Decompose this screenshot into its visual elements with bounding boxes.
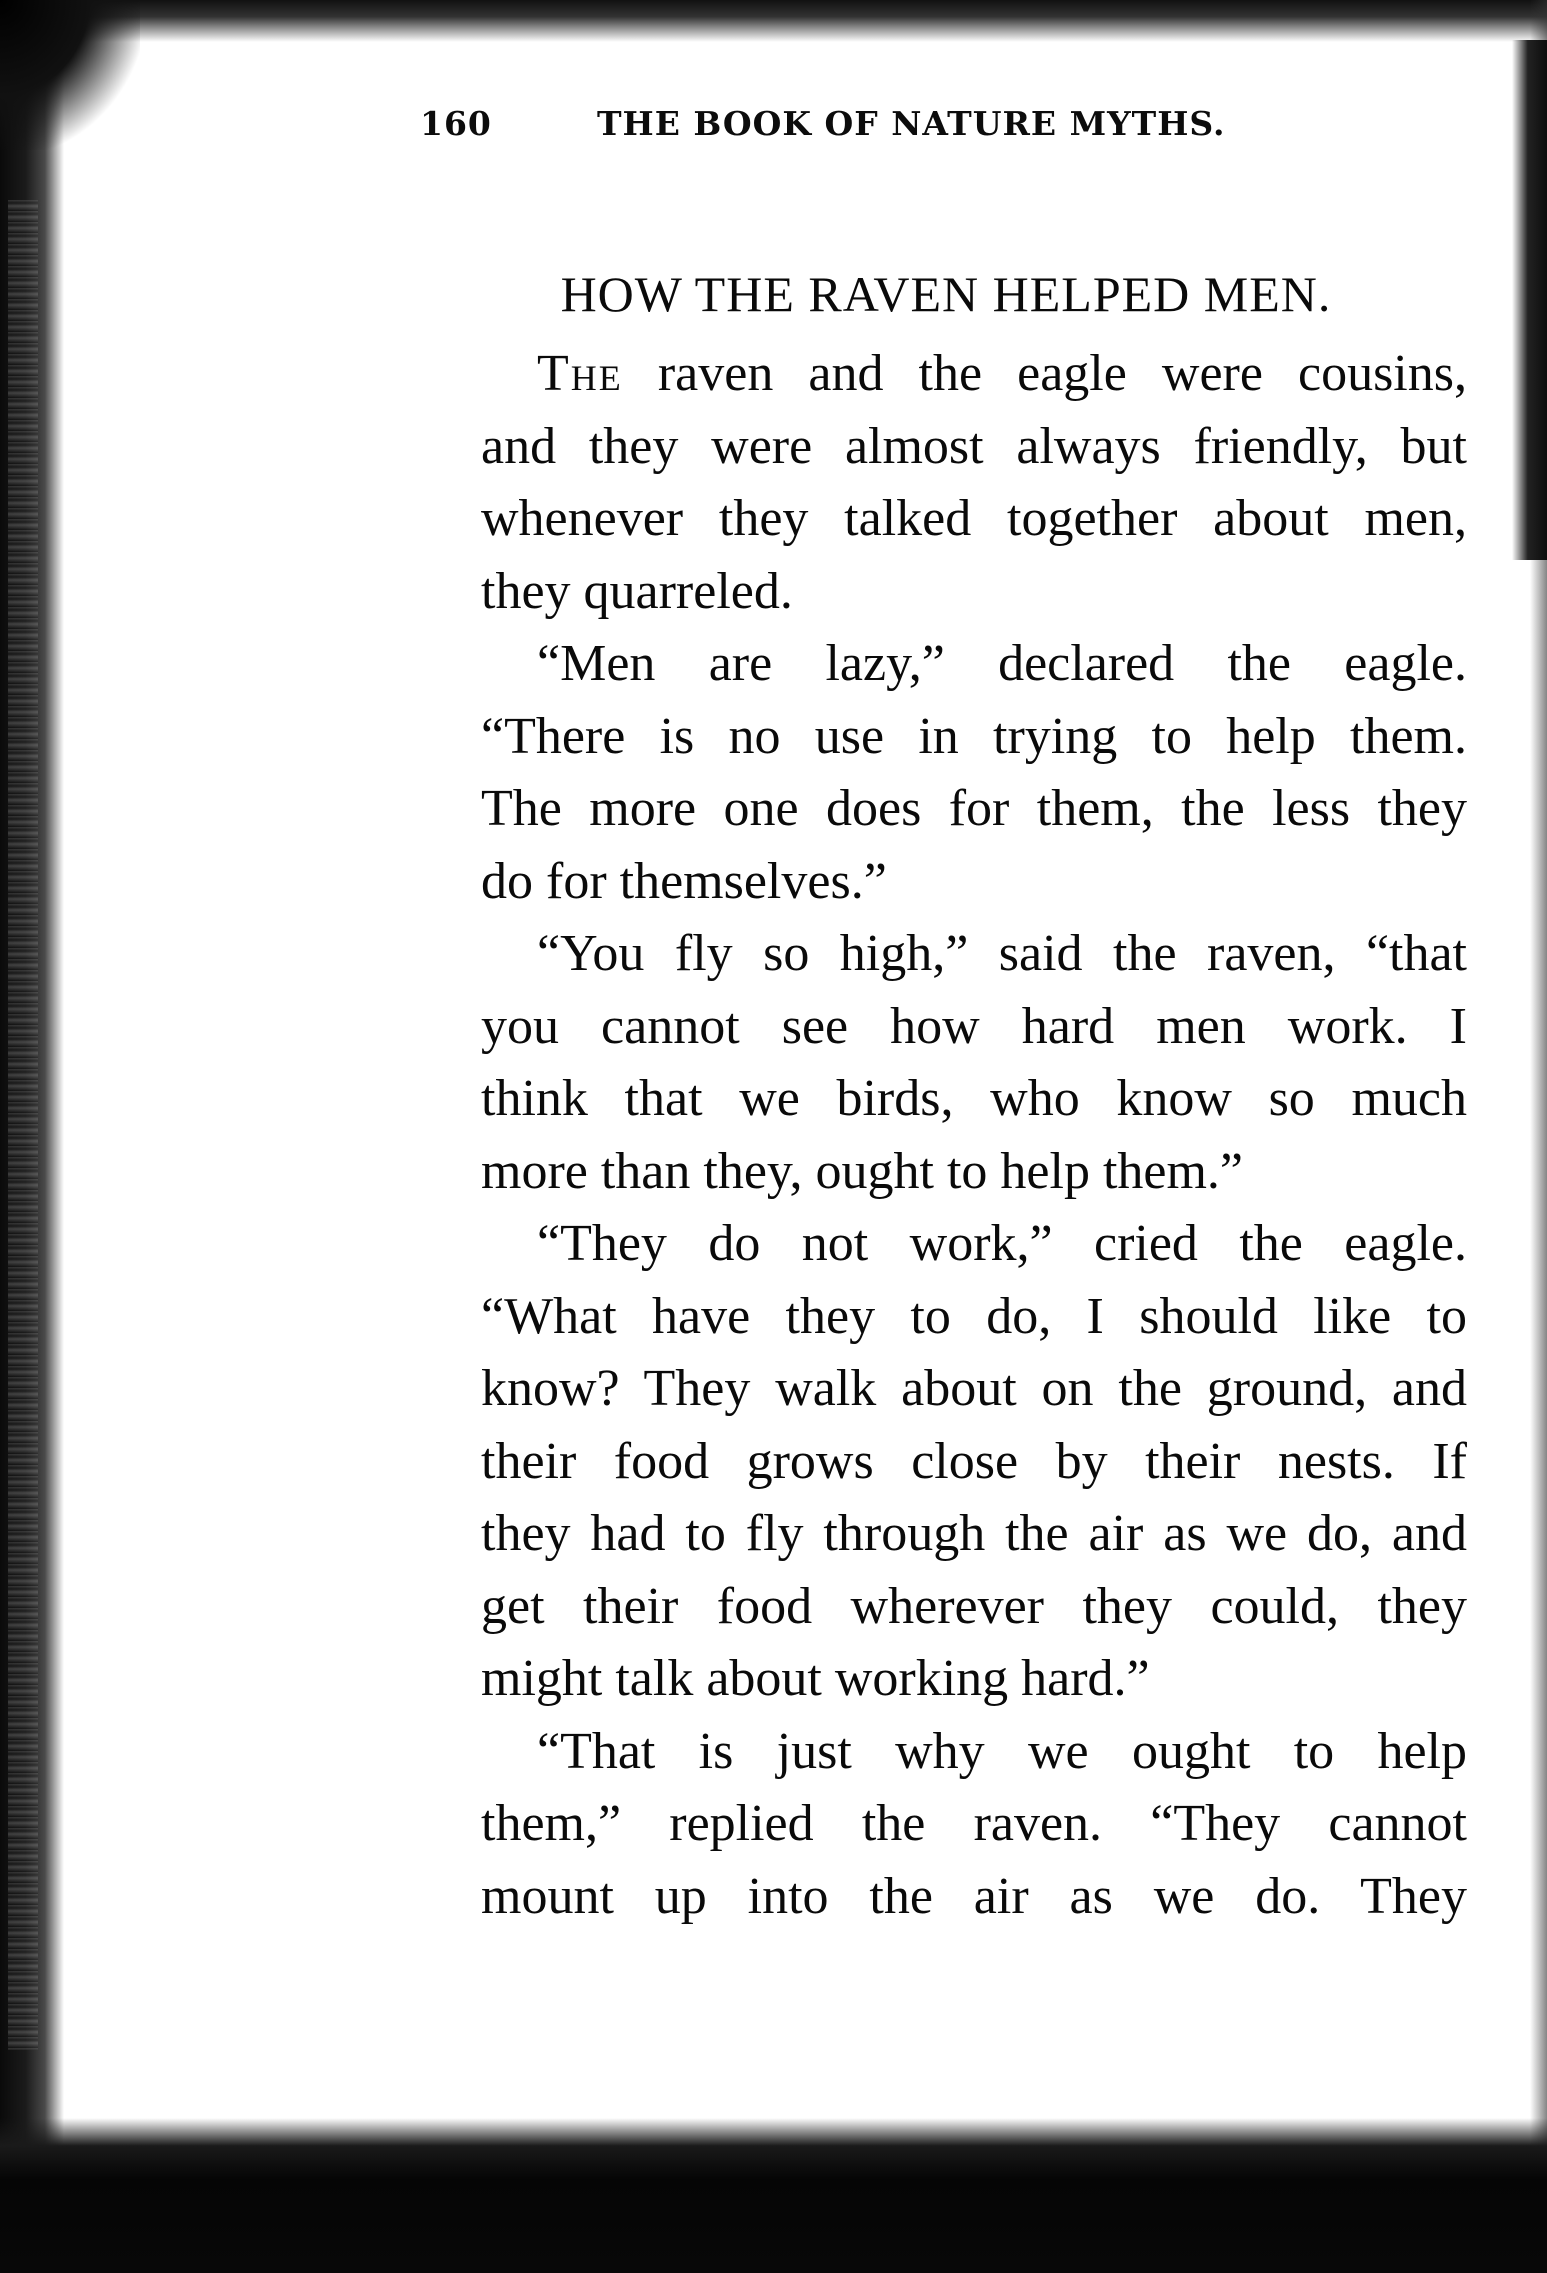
text-line: “What have they to do, I should like to — [481, 1287, 1467, 1345]
paragraph-5 — [425, 1716, 1467, 1934]
text-line: “They do not work,” cried the eagle. — [537, 1215, 1467, 1272]
scan-top-edge — [0, 0, 1547, 42]
text-line: “There is no use in trying to help them. — [481, 707, 1467, 765]
running-head: THE BOOK OF NATURE MYTHS. — [597, 104, 1226, 143]
text-line: know? They walk about on the ground, and — [481, 1360, 1467, 1417]
text-line: do for themselves.” — [481, 852, 887, 910]
text-line: “Men are lazy,” declared the eagle. — [537, 635, 1467, 692]
page-header — [420, 104, 1320, 148]
page-number: 160 — [420, 104, 492, 143]
drop-word: The — [537, 345, 623, 402]
text-line: you cannot see how hard men work. I — [481, 997, 1467, 1055]
chapter-title: HOW THE RAVEN HELPED MEN. — [560, 266, 1332, 322]
scan-right-bar — [1512, 40, 1547, 560]
text-line: and they were almost always friendly, but — [481, 417, 1467, 475]
text-line: they quarreled. — [481, 562, 793, 620]
text-line: them,” replied the raven. “They cannot — [481, 1795, 1467, 1852]
text-line: The more one does for them, the less they — [481, 780, 1467, 837]
text-line: get their food wherever they could, they — [481, 1577, 1467, 1635]
text-line: mount up into the air as we do. They — [481, 1867, 1467, 1925]
text-line: “You fly so high,” said the raven, “that — [537, 925, 1467, 982]
text-block — [425, 258, 1467, 1933]
scan-left-speckle — [8, 200, 38, 2050]
text-line: might talk about working hard.” — [481, 1650, 1150, 1707]
paragraph-2 — [425, 628, 1467, 918]
scan-top-corner — [0, 0, 140, 150]
paragraph-4 — [425, 1208, 1467, 1716]
text-line: they had to fly through the air as we do, and — [481, 1505, 1467, 1562]
paragraph-3 — [425, 918, 1467, 1208]
scan-bottom-edge — [0, 2118, 1547, 2273]
text-line: their food grows close by their nests. If — [481, 1432, 1467, 1490]
paragraph-1 — [425, 338, 1467, 628]
text-line: more than they, ought to help them.” — [481, 1142, 1243, 1200]
text-line: “That is just why we ought to help — [537, 1722, 1467, 1780]
text-line — [425, 338, 1467, 411]
text-line: whenever they talked together about men, — [481, 490, 1467, 547]
line-text: raven and the eagle were cousins, — [622, 345, 1467, 402]
text-line: think that we birds, who know so much — [481, 1070, 1467, 1127]
